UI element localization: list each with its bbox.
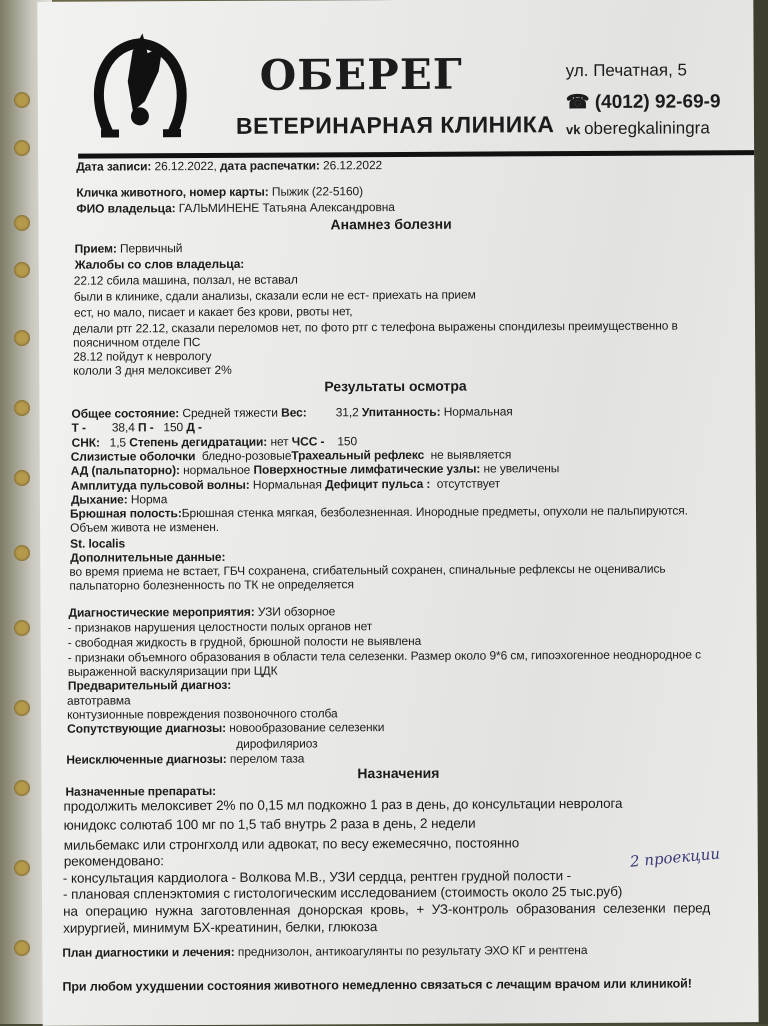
phone [566, 90, 721, 114]
status-localis: St. localis [70, 536, 126, 551]
concomitant-2: дирофиляриоз [236, 736, 318, 751]
record-dates: Дата записи: 26.12.2022, дата распечатки: 26.12.2022 [76, 158, 383, 174]
diagnostics-line: - признаков нарушения целостности полых органов нет [67, 619, 373, 635]
prescription-line: - плановая спленэктомия с гистологическим исследованием (стоимость около 25 тыс.руб) [62, 883, 623, 902]
warning-note: При любом ухудшении состояния животного немедленно связаться с лечащим врачом или клиникой! [62, 976, 692, 994]
abdomen: Брюшная полость:Брюшная стенка мягкая, безболезненная. Инородные предметы, опухоли не пальпируются. [69, 503, 688, 521]
binder-hole [14, 330, 30, 346]
document-page [37, 0, 758, 1026]
clinic-name: ОБЕРЕГ [259, 49, 463, 100]
anamnesis-title: Анамнез болезни [330, 215, 452, 233]
binder-hole [14, 780, 30, 796]
prescription-line: мильбемакс или стронгхолд или адвокат, по весу ежемесячно, постоянно [63, 835, 520, 853]
abdomen-volume: Объем живота не изменен. [70, 519, 220, 535]
complaint-line: были в клинике, сдали анализы, сказали если не ест- приехать на прием [73, 287, 476, 304]
address: ул. Печатная, 5 [565, 60, 688, 81]
owner-info: ФИО владельца: ГАЛЬМИНЕНЕ Татьяна Александровна [76, 200, 395, 216]
handwritten-note: 2 проекции [629, 844, 721, 871]
prelim-diagnosis: контузионные повреждения позвоночного столба [67, 706, 338, 722]
binder-hole [14, 620, 30, 636]
complaint-line: 28.12 пойдут к неврологу [73, 348, 212, 364]
pulse: Амплитуда пульсовой волны: Нормальная Дефицит пульса : отсутствует [70, 476, 501, 493]
diagnostics-line: - признаки объемного образования в области тела селезенки. Размер около 9*6 см, гипоэхогенное неоднородное с [67, 647, 702, 665]
complaint-line: поясничном отделе ПС [73, 335, 201, 350]
prescription-line: рекомендовано: [63, 853, 164, 869]
vk-icon: vk [565, 122, 585, 138]
binder-hole [14, 92, 30, 108]
diagnostics: Диагностические мероприятия: УЗИ обзорное [68, 604, 336, 620]
extra-line: пальпаторно болезненность по ТК не определяется [69, 577, 354, 593]
diagnostics-line: выраженной васкуляризации при ЦДК [67, 663, 278, 679]
binder-hole [14, 700, 30, 716]
extra-label: Дополнительные данные: [70, 549, 226, 565]
complaint-line: кололи 3 дня мелоксивет 2% [73, 362, 232, 378]
complaint-line: 22.12 сбила машина, ползал, не вставал [73, 272, 298, 288]
clinic-logo-horseshoe-icon [92, 31, 188, 146]
vk-handle: oberegkaliningra [584, 118, 710, 139]
prescription-line: - консультация кардиолога - Волкова М.В., УЗИ сердца, рентген грудной полости - [62, 868, 572, 886]
phone-number: (4012) 92-69-9 [594, 91, 721, 113]
header-divider [78, 150, 754, 159]
exam-title: Результаты осмотра [324, 377, 467, 395]
binder-hole [14, 470, 30, 486]
extra-line: во время приема не встает, ГБЧ сохранена, сгибательный сохранен, спинальные рефлексы не оценивались [69, 561, 666, 579]
snk-hydration: СНК: 1,5 Степень дегидратации: нет ЧСС - 150 [71, 434, 358, 450]
complaints-label: Жалобы со слов владельца: [74, 256, 245, 272]
vitals: Т - 38,4 П - 150 Д - [71, 420, 202, 435]
treatment-plan: План диагностики и лечения: преднизолон, антикоагулянты по результату ЭХО КГ и рентгена [62, 943, 588, 960]
general-state: Общее состояние: Средней тяжести Вес: 31,2 Упитанность: Нормальная [71, 404, 513, 421]
prescription-line: хирургией, минимум БХ-креатинин, белки, глюкоза [63, 919, 378, 936]
binder-hole [14, 215, 30, 231]
binder-hole [14, 940, 30, 956]
binder-hole [14, 400, 30, 416]
blood-pressure: АД (пальпаторно): нормальное Поверхностные лимфатические узлы: не увеличены [70, 461, 560, 478]
binder-hole [14, 860, 30, 876]
pet-info: Кличка животного, номер карты: Пыжик (22-5160) [76, 184, 364, 200]
diagnostics-line: - свободная жидкость в грудной, брюшной полости не выявлена [67, 633, 422, 650]
prescriptions-title: Назначения [357, 764, 440, 782]
excluded: Неисключенные диагнозы: перелом таза [66, 751, 305, 767]
prelim-label: Предварительный диагноз: [67, 677, 232, 693]
phone-icon: ☎ [565, 91, 595, 114]
breathing: Дыхание: Норма [70, 492, 168, 507]
mucosa: Слизистые оболочки бледно-розовыеТрахеальный рефлекс не выявляется [70, 447, 512, 464]
prescription-line: на операцию нужна заготовленная донорская кровь, + УЗ-контроль образования селезенки перед [63, 900, 711, 919]
visit-type: Прием: Первичный [74, 241, 183, 256]
complaint-line: ест, но мало, писает и какает без крови, рвоты нет, [73, 304, 353, 320]
binder-hole [14, 140, 30, 156]
drugs-label: Назначенные препараты: [65, 783, 217, 799]
prelim-diagnosis: автотравма [66, 693, 131, 708]
clinic-type: ВЕТЕРИНАРНАЯ КЛИНИКА [235, 111, 555, 139]
prescription-line: продолжить мелоксивет 2% по 0,15 мл подкожно 1 раз в день, до консультации невролога [63, 795, 623, 814]
concomitant: Сопутствующие диагнозы: новообразование селезенки [67, 720, 385, 736]
binder-hole [14, 545, 30, 561]
complaint-line: делали ртг 22.12, сказали переломов нет, по фото ртг с телефона выражены спондилезы преимущественно в [72, 318, 678, 336]
binder-hole [14, 262, 30, 278]
vk-link [566, 118, 710, 139]
prescription-line: юнидокс солютаб 100 мг по 1,5 таб внутрь 2 раза в день, 2 недели [63, 815, 476, 833]
